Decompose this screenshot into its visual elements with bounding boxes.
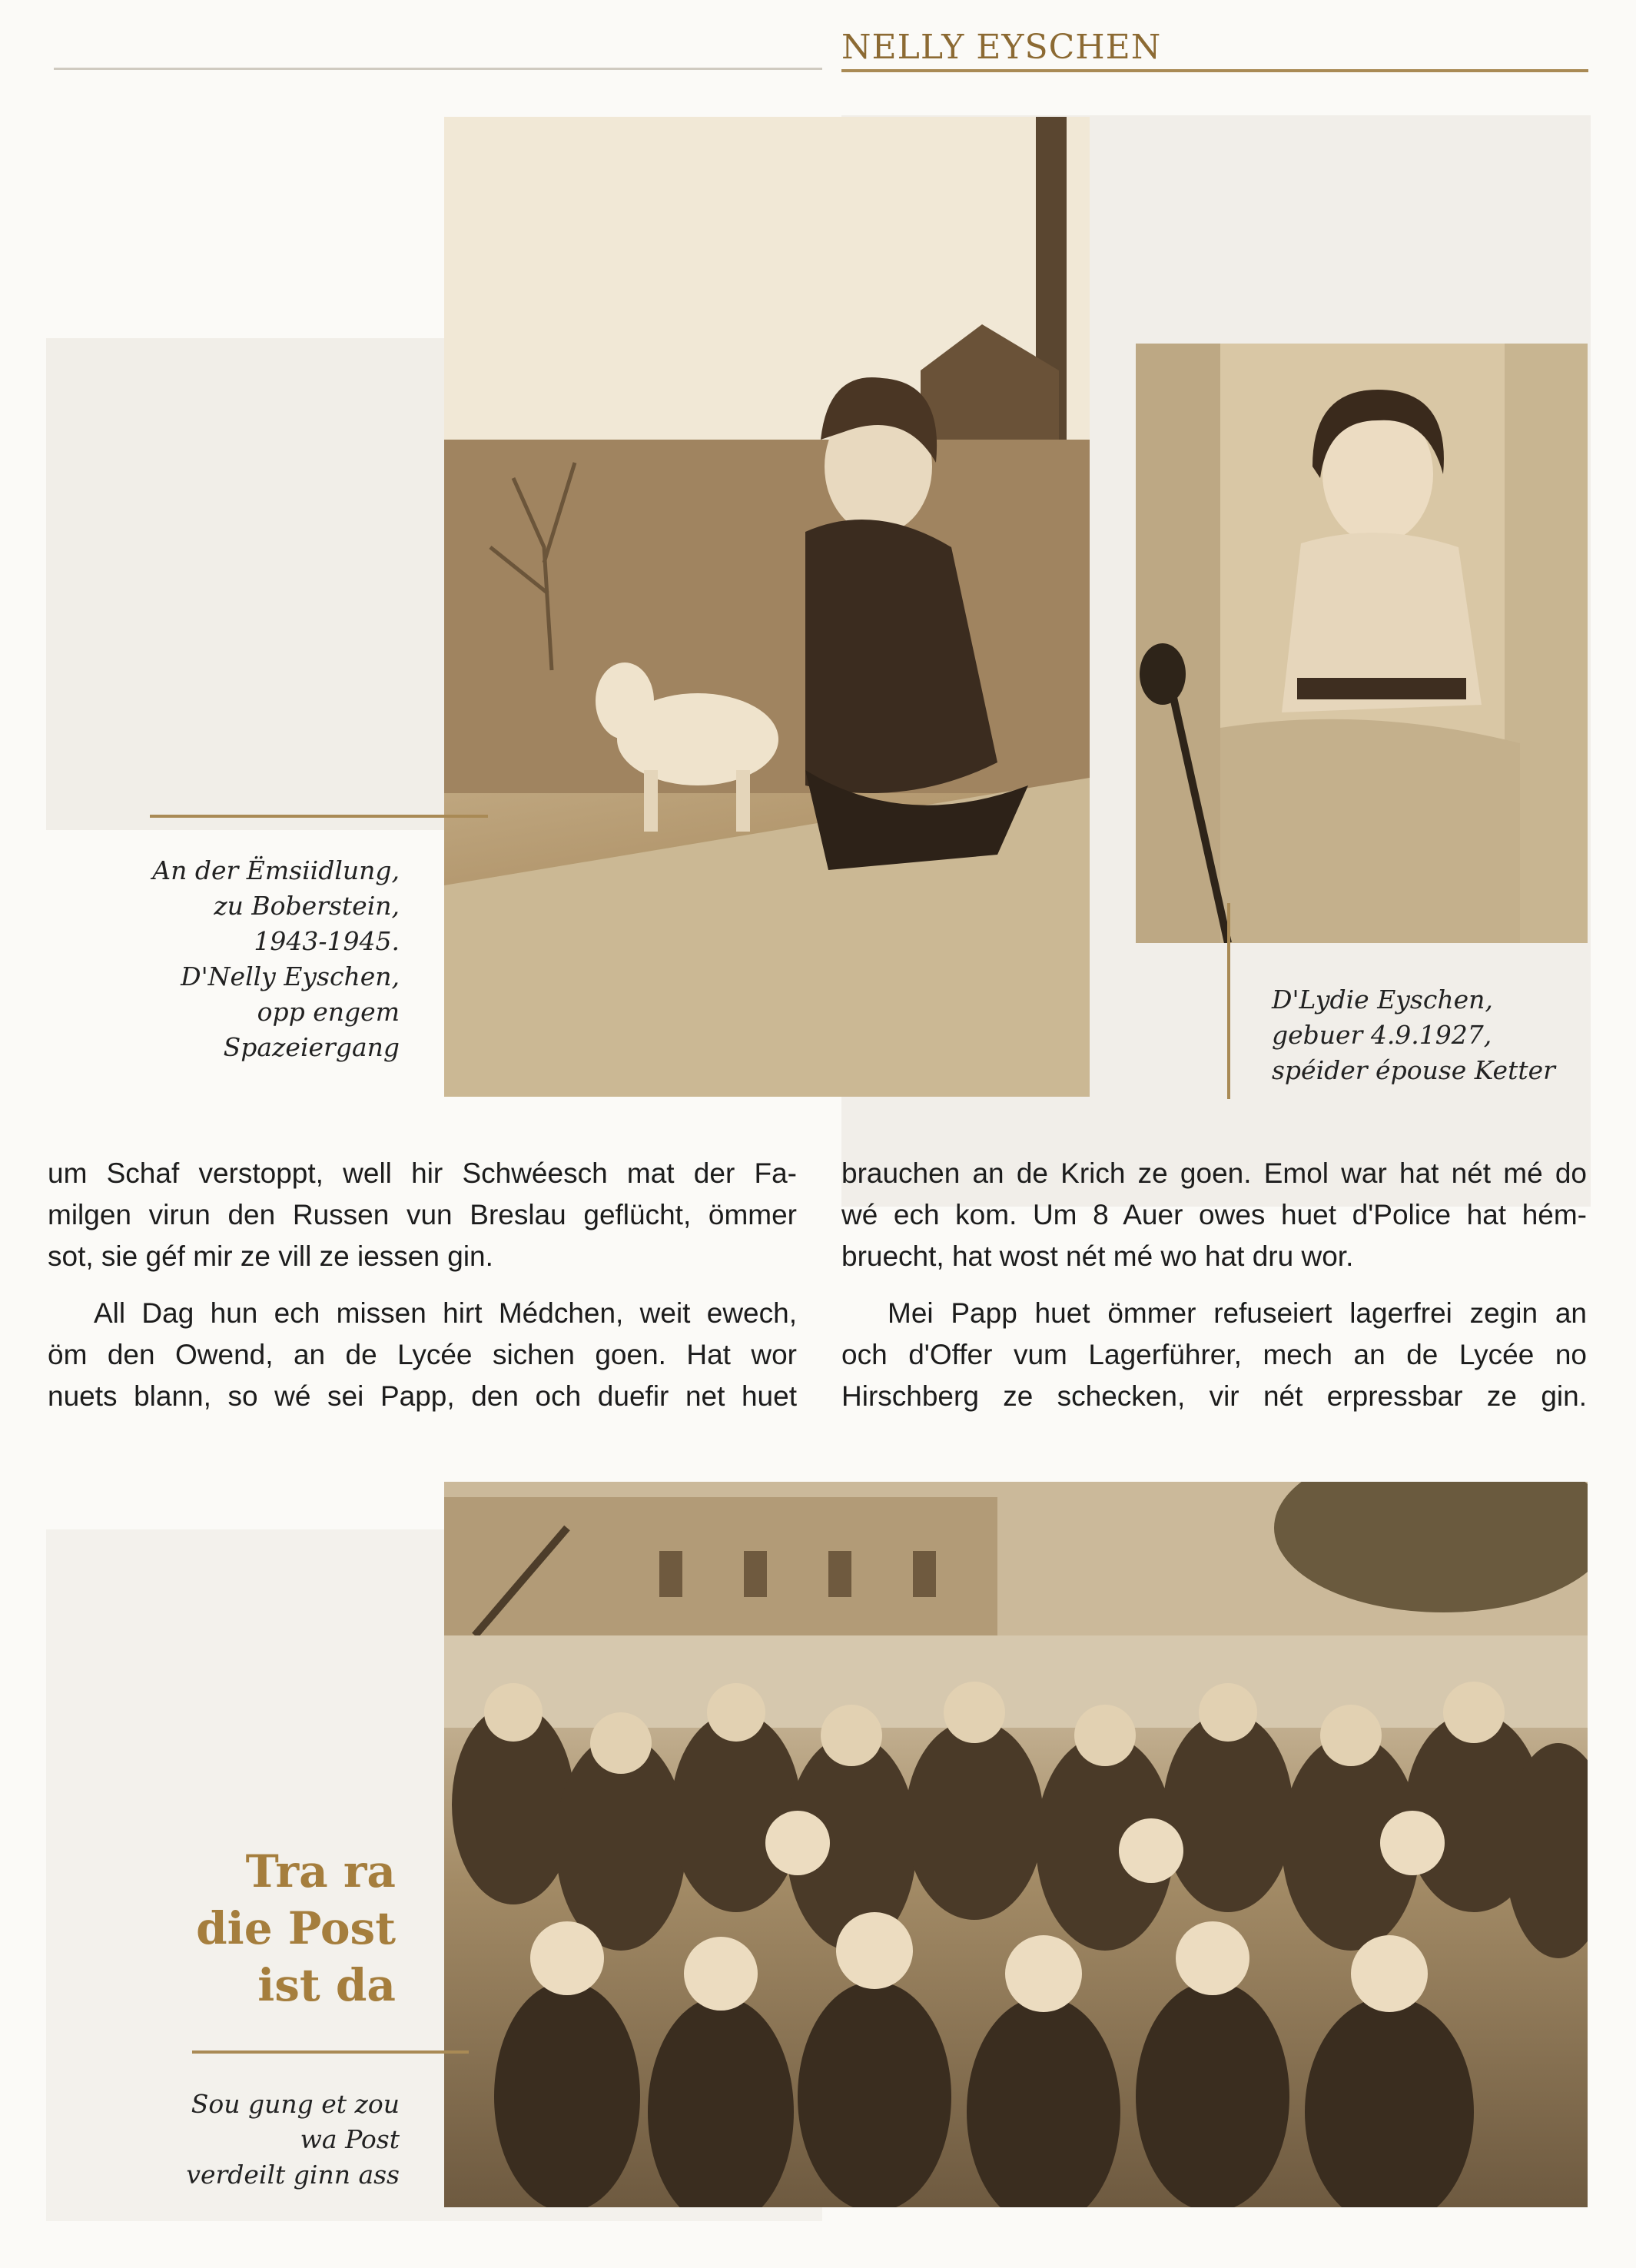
body-line: nuets blann, so wé sei Papp, den och duefir net huet xyxy=(48,1380,797,1412)
caption-line: spéider épouse Ketter xyxy=(1272,1055,1555,1085)
pull-title xyxy=(138,1843,396,2014)
body-line: wé ech kom. Um 8 Auer owes huet d'Police hat hém- xyxy=(841,1199,1587,1230)
body-column-left xyxy=(48,1153,797,1417)
body-line: öm den Owend, an de Lycée sichen goen. Hat wor xyxy=(48,1339,797,1370)
body-line: bruecht, hat wost nét mé wo hat dru wor. xyxy=(841,1240,1354,1272)
body-line: Hirschberg ze schecken, vir nét erpressbar ze gin. xyxy=(841,1380,1587,1412)
body-line: milgen virun den Russen vun Breslau geflücht, ömmer xyxy=(48,1199,797,1230)
body-line: um Schaf verstoppt, well hir Schwéesch mat der Fa- xyxy=(48,1157,797,1189)
caption-line: Sou gung et zou xyxy=(191,2089,400,2119)
photo-post-crowd xyxy=(444,1482,1588,2207)
photo-lydie xyxy=(1136,344,1588,943)
pull-title-line: ist da xyxy=(257,1959,396,2011)
caption-divider-post xyxy=(192,2050,469,2054)
body-line: Mei Papp huet ömmer refuseiert lagerfrei zegin an xyxy=(888,1297,1587,1329)
body-line: All Dag hun ech missen hirt Médchen, weit ewech, xyxy=(94,1297,797,1329)
caption-line: zu Boberstein, xyxy=(214,891,400,921)
caption-line: gebuer 4.9.1927, xyxy=(1272,1020,1492,1050)
caption-line: D'Lydie Eyschen, xyxy=(1272,985,1493,1014)
caption-line: 1943-1945. xyxy=(254,926,400,956)
caption-lydie xyxy=(1272,982,1595,1088)
caption-line: Spazeiergang xyxy=(223,1032,400,1062)
body-paragraph xyxy=(48,1153,797,1277)
caption-line: opp engem xyxy=(257,997,400,1027)
running-title: NELLY EYSCHEN xyxy=(841,28,1162,67)
caption-line: D'Nelly Eyschen, xyxy=(181,961,400,991)
body-line: sot, sie géf mir ze vill ze iessen gin. xyxy=(48,1240,493,1272)
caption-line: wa Post xyxy=(300,2124,400,2154)
caption-divider-nelly xyxy=(150,815,488,818)
caption-line: An der Ëmsiidlung, xyxy=(152,855,400,885)
caption-line: verdeilt ginn ass xyxy=(186,2160,400,2190)
body-paragraph xyxy=(48,1293,797,1417)
photo-nelly-with-goat xyxy=(444,117,1090,1097)
header-divider-faint xyxy=(54,68,822,70)
body-paragraph xyxy=(841,1293,1587,1417)
body-line: och d'Offer vum Lagerführer, mech an de Lycée no xyxy=(841,1339,1587,1370)
pull-title-line: Tra ra xyxy=(245,1845,396,1898)
caption-divider-lydie xyxy=(1227,903,1230,1099)
body-column-right xyxy=(841,1153,1587,1417)
caption-post xyxy=(131,2087,400,2193)
header-divider-gold xyxy=(841,69,1588,72)
body-paragraph xyxy=(841,1153,1587,1277)
caption-nelly xyxy=(131,853,400,1065)
body-line: brauchen an de Krich ze goen. Emol war hat nét mé do xyxy=(841,1157,1587,1189)
pull-title-line: die Post xyxy=(196,1902,396,1954)
